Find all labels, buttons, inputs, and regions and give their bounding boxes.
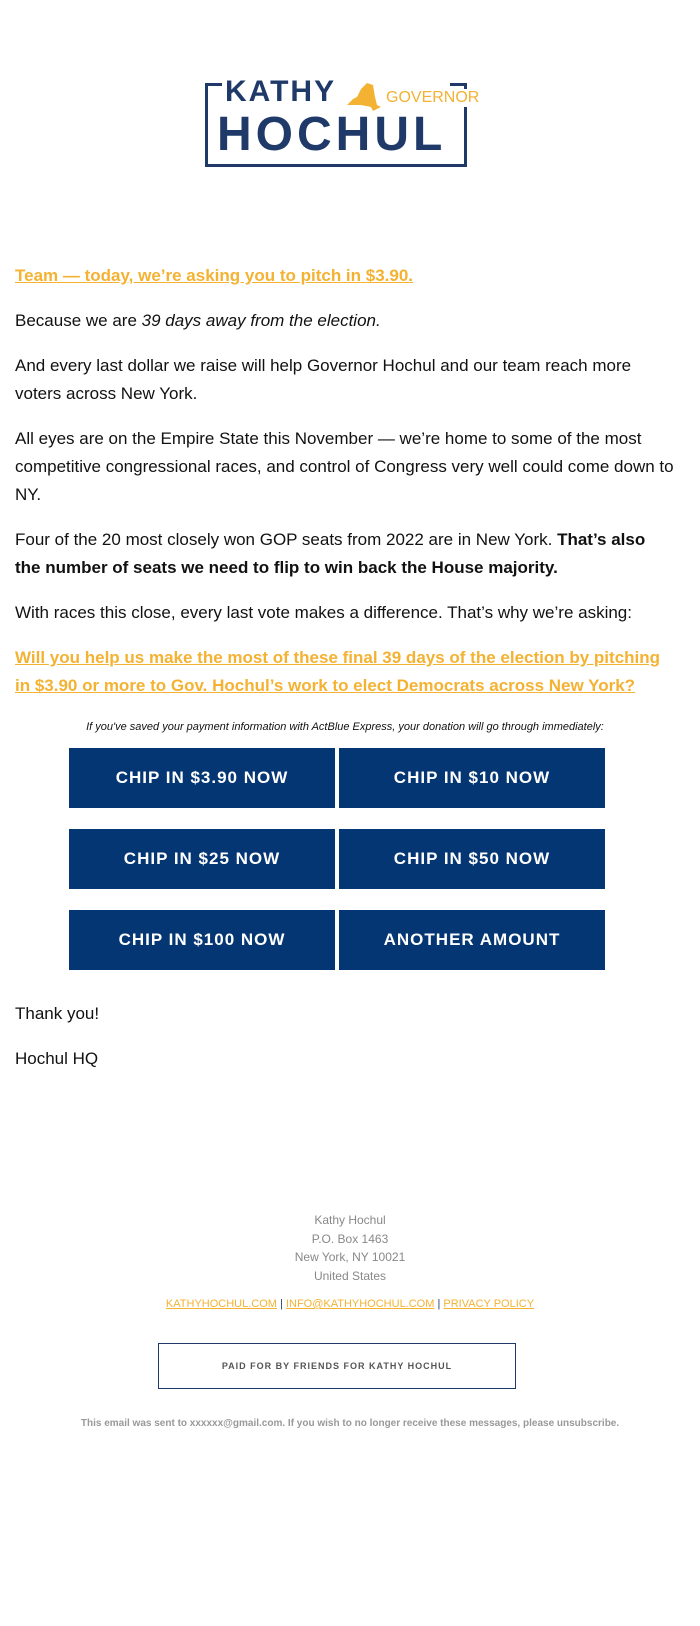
- address-line: United States: [313, 1268, 387, 1283]
- donation-buttons: [69, 748, 675, 970]
- paragraph: [15, 307, 675, 335]
- bold-text: That’s also the number of seats we need to flip to win back the House majority.: [15, 530, 646, 577]
- donate-10-button[interactable]: CHIP IN $10 NOW: [339, 748, 605, 808]
- paragraph: With races this close, every last vote makes a difference. That’s why we’re asking:: [15, 603, 632, 622]
- separator: |: [434, 1298, 444, 1310]
- separator: |: [276, 1298, 286, 1310]
- address-line: P.O. Box 1463: [311, 1231, 389, 1246]
- logo-title: GOVERNOR: [383, 89, 482, 107]
- footer-links: [0, 1298, 700, 1310]
- thanks: Thank you!: [15, 1004, 100, 1023]
- paragraph: [15, 526, 675, 582]
- email-body: [15, 262, 675, 1090]
- paid-for-disclaimer: PAID FOR BY FRIENDS FOR KATHY HOCHUL: [158, 1343, 516, 1389]
- paragraph: And every last dollar we raise will help Governor Hochul and our team reach more voters across New York.: [15, 356, 632, 403]
- privacy-link[interactable]: PRIVACY POLICY: [443, 1298, 535, 1310]
- footer-address: [0, 1211, 700, 1285]
- text: Four of the 20 most closely won GOP seats from 2022 are in New York.: [15, 530, 558, 549]
- actblue-note: If you've saved your payment information with ActBlue Express, your donation will go through immediately:: [86, 721, 604, 733]
- address-line: Kathy Hochul: [314, 1213, 386, 1227]
- email-link[interactable]: INFO@KATHYHOCHUL.COM: [285, 1298, 435, 1310]
- donate-50-button[interactable]: CHIP IN $50 NOW: [339, 829, 605, 889]
- donate-100-button[interactable]: CHIP IN $100 NOW: [69, 910, 335, 970]
- address-line: New York, NY 10021: [294, 1250, 406, 1264]
- text: Because we are: [15, 311, 142, 330]
- donate-other-button[interactable]: ANOTHER AMOUNT: [339, 910, 605, 970]
- donate-25-button[interactable]: CHIP IN $25 NOW: [69, 829, 335, 889]
- campaign-logo: [205, 75, 480, 167]
- signoff: Hochul HQ: [15, 1049, 99, 1068]
- unsubscribe-text[interactable]: This email was sent to xxxxxx@gmail.com. If you wish to no longer receive these messages, please unsubscribe.: [80, 1418, 620, 1429]
- emphasis: 39 days away from the election.: [141, 311, 381, 330]
- logo-last-name: HOCHUL: [217, 108, 447, 161]
- paragraph: All eyes are on the Empire State this November — we’re home to some of the most competitive congressional races, and control of Congress very well could come down to NY.: [15, 429, 674, 504]
- headline-link[interactable]: Team — today, we’re asking you to pitch in $3.90.: [15, 266, 414, 285]
- logo-first-name: KATHY: [225, 75, 337, 108]
- ask-link[interactable]: Will you help us make the most of these final 39 days of the election by pitching in $3.90 or more to Gov. Hochul’s work to elect Democrats across New York?: [15, 648, 661, 695]
- donate-3-90-button[interactable]: CHIP IN $3.90 NOW: [69, 748, 335, 808]
- website-link[interactable]: KATHYHOCHUL.COM: [165, 1298, 277, 1310]
